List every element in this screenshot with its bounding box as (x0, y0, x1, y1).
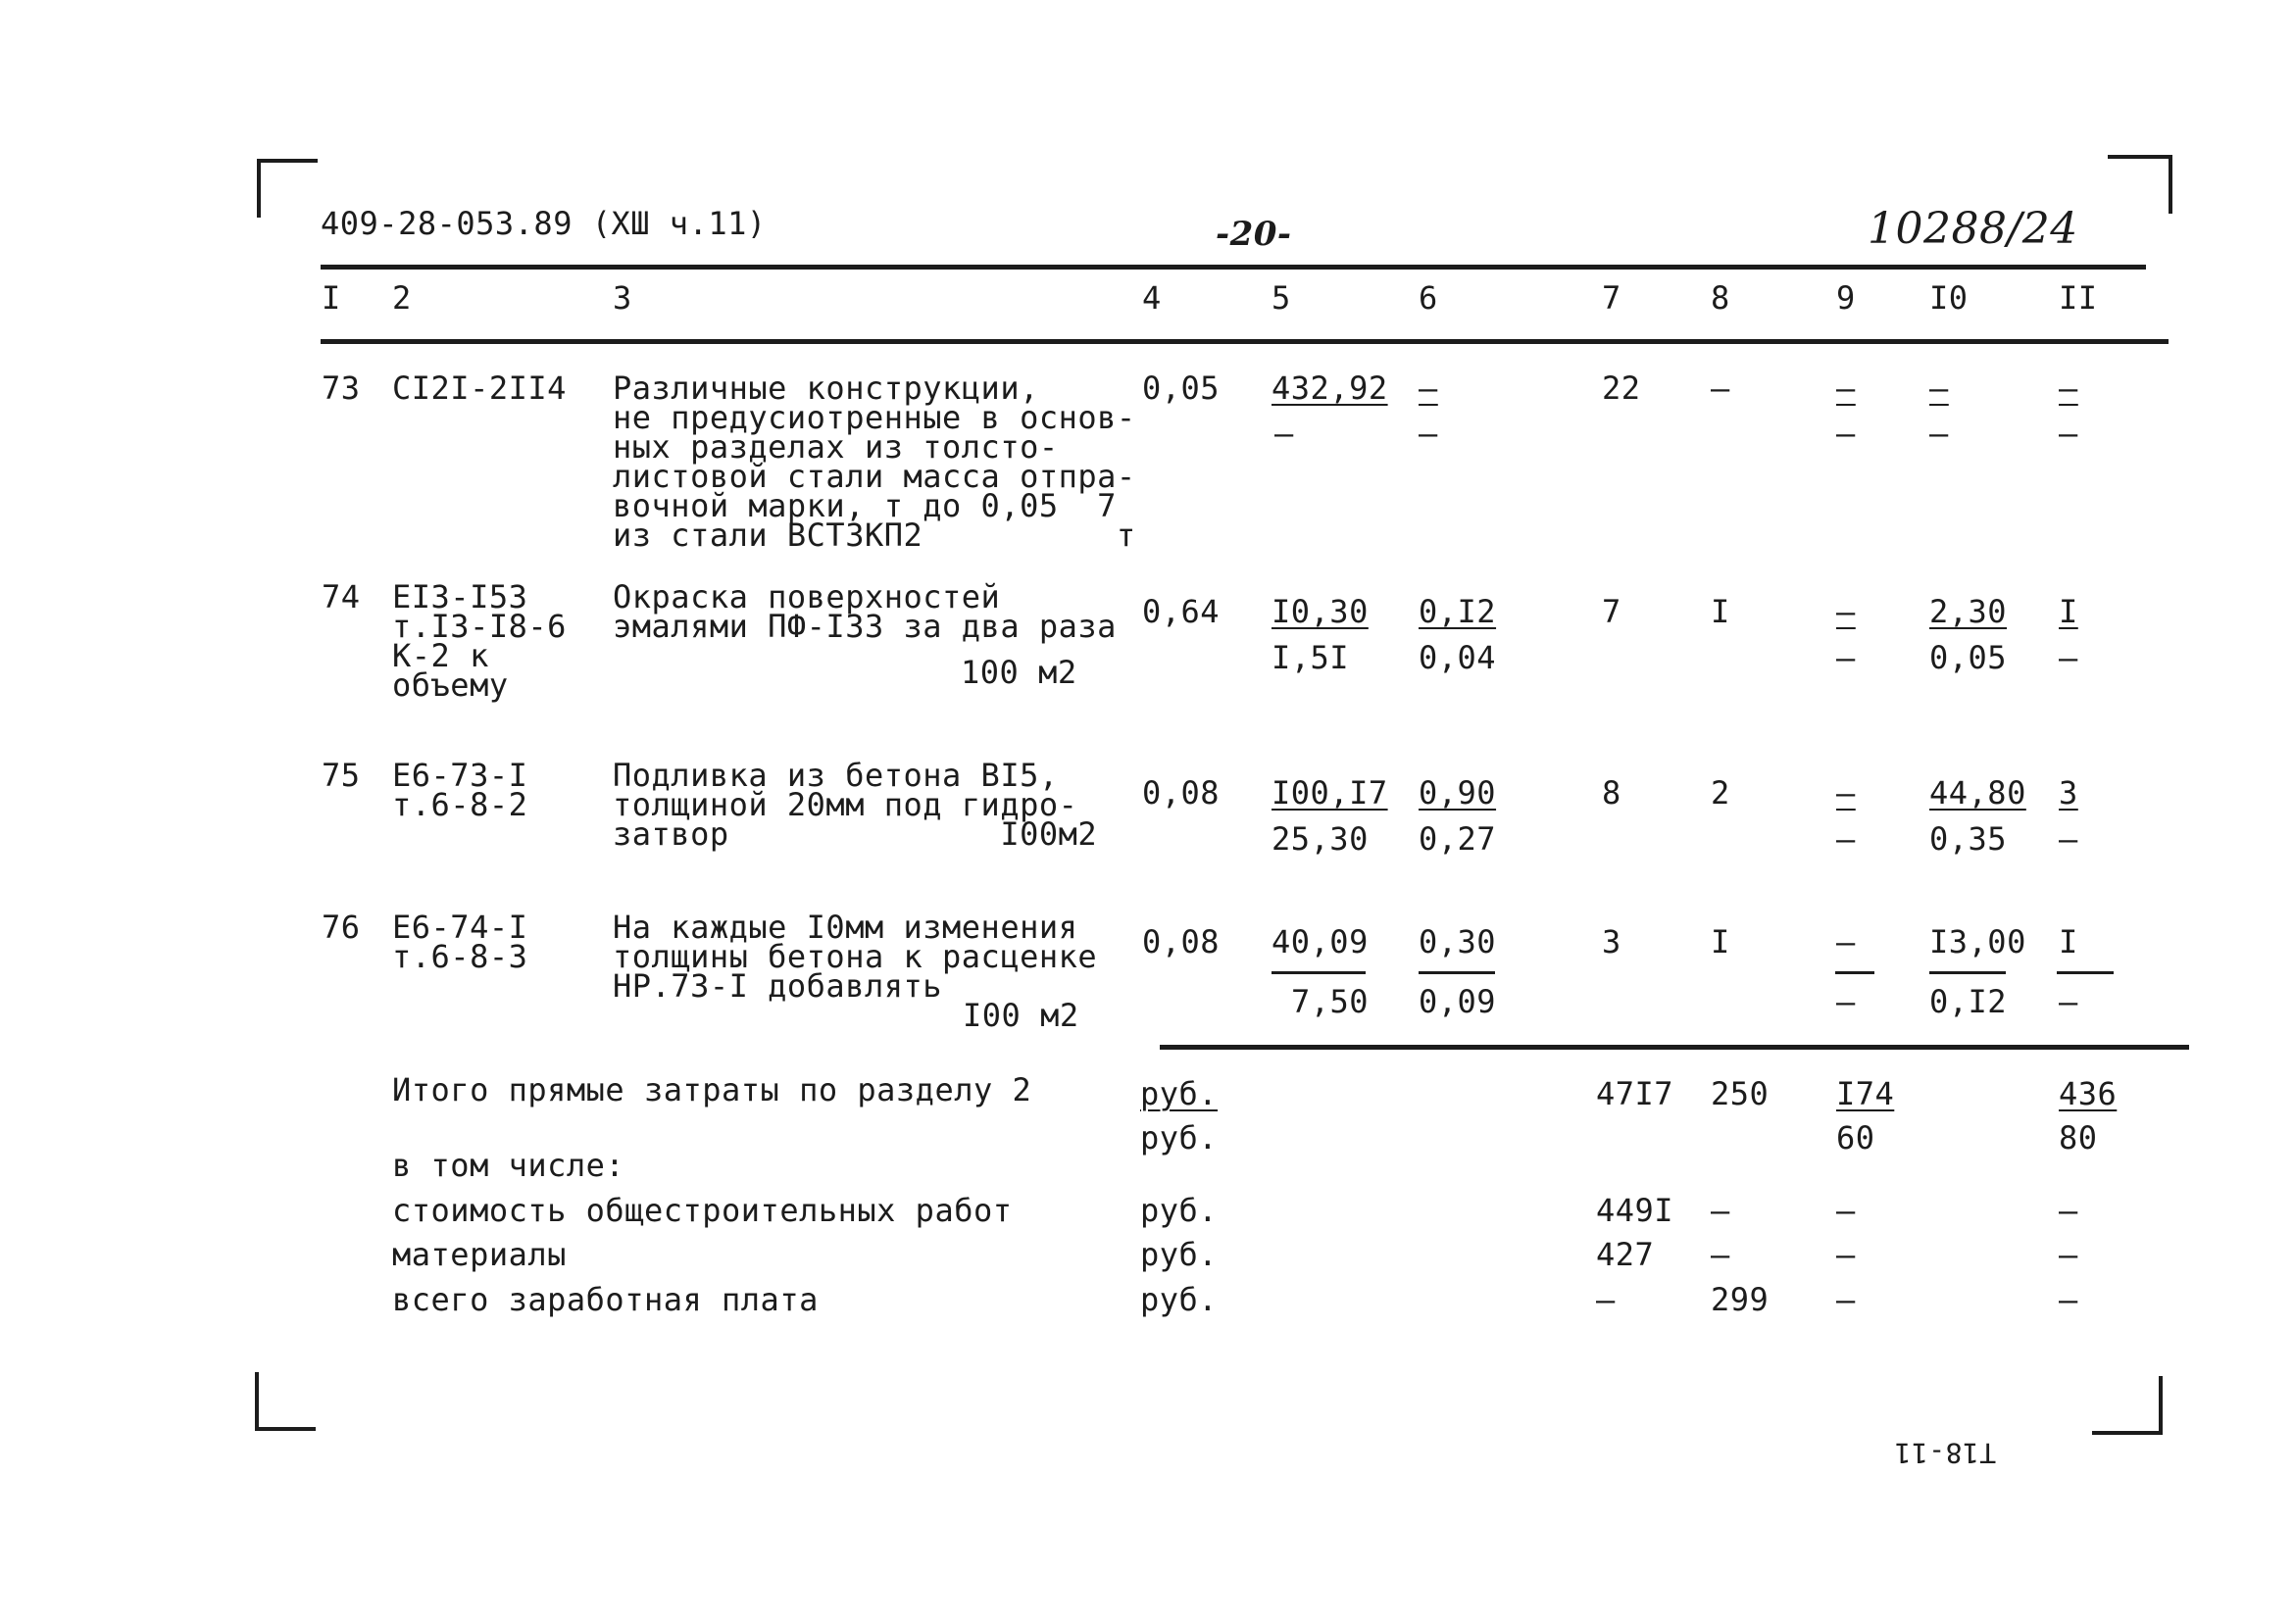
rate-code: EI3-I53 (392, 578, 528, 615)
cost-col10-bottom: 0,35 (1929, 820, 2008, 858)
cost-col6-top: 0,90 (1419, 774, 1497, 812)
cost-col6-bottom: – (1419, 415, 1438, 452)
cost-col10-top: 44,80 (1929, 774, 2026, 812)
page-number: -20- (1216, 215, 1292, 254)
cost-col6-top: 0,30 (1419, 923, 1497, 960)
rate-code: CI2I-2II4 (392, 369, 567, 407)
including-label: в том числе: (392, 1147, 625, 1184)
cost-col11-bottom: – (2059, 415, 2078, 452)
column-number: 7 (1602, 279, 1621, 317)
description-line: HP.73-I добавлять (613, 967, 943, 1005)
corner-mark-top-left (257, 159, 318, 218)
description-line: не предусиотренные в основ- (613, 399, 1136, 436)
cost-col6-top: – (1419, 369, 1438, 407)
cost-col9-bottom: – (1836, 415, 1856, 452)
quantity: 0,08 (1142, 774, 1221, 812)
cost-col9-bottom: – (1836, 983, 1856, 1020)
totals-col11-top: 436 (2059, 1075, 2118, 1112)
description-line: эмалями ПФ-I33 за два раза (613, 608, 1117, 645)
breakdown-col8: – (1711, 1236, 1730, 1273)
breakdown-col8: – (1711, 1192, 1730, 1229)
column-number: 5 (1272, 279, 1291, 317)
totals-col9-bottom: 60 (1836, 1119, 1875, 1156)
cost-col11-bottom: – (2059, 639, 2078, 676)
cost-col5-bottom: 7,50 (1291, 983, 1370, 1020)
description-line: толщиной 20мм под гидро- (613, 786, 1078, 823)
cost-col6-bottom: 0,27 (1419, 820, 1497, 858)
cost-col6-bottom: 0,04 (1419, 639, 1497, 676)
row-number: 74 (322, 578, 361, 615)
column-number: 4 (1142, 279, 1162, 317)
rate-code: т.I3-I8-6 (392, 608, 567, 645)
fraction-bar (1929, 971, 2006, 974)
rate-code: т.6-8-2 (392, 786, 528, 823)
cost-col10-bottom: – (1929, 415, 1949, 452)
header-rule-bottom (321, 339, 2169, 344)
description-line: из стали ВСТ3КП2 т (613, 517, 1136, 554)
column-number: I0 (1929, 279, 1969, 317)
breakdown-label: всего заработная плата (392, 1281, 819, 1318)
description-unit: 100 м2 (961, 654, 1077, 691)
breakdown-label: материалы (392, 1236, 567, 1273)
cost-col10-bottom: 0,I2 (1929, 983, 2008, 1020)
description-line: толщины бетона к расценке (613, 938, 1098, 975)
breakdown-label: стоимость общестроительных работ (392, 1192, 1013, 1229)
totals-col7: 47I7 (1596, 1075, 1674, 1112)
cost-col7: 3 (1602, 923, 1621, 960)
cost-col5-top: I00,I7 (1272, 774, 1388, 812)
cost-col5-top: 40,09 (1272, 923, 1369, 960)
breakdown-col7: 449I (1596, 1192, 1674, 1229)
breakdown-col9: – (1836, 1192, 1856, 1229)
description-unit: I00 м2 (963, 997, 1079, 1034)
rate-code: объему (392, 666, 509, 704)
quantity: 0,08 (1142, 923, 1221, 960)
description-line: На каждые I0мм изменения (613, 909, 1078, 946)
column-number: 2 (392, 279, 412, 317)
description-line: Окраска поверхностей (613, 578, 1001, 615)
rate-code: E6-73-I (392, 757, 528, 794)
corner-mark-top-right (2108, 155, 2172, 214)
breakdown-col8: 299 (1711, 1281, 1770, 1318)
cost-col6-bottom: 0,09 (1419, 983, 1497, 1020)
rate-code: E6-74-I (392, 909, 528, 946)
breakdown-unit: руб. (1140, 1236, 1219, 1273)
row-number: 76 (322, 909, 361, 946)
cost-col9-bottom: – (1836, 639, 1856, 676)
fraction-bar (1835, 971, 1874, 974)
breakdown-col9: – (1836, 1236, 1856, 1273)
description-line: вочной марки, т до 0,05 7 (613, 487, 1117, 524)
totals-unit-second: руб. (1140, 1119, 1219, 1156)
cost-col11-bottom: – (2059, 983, 2078, 1020)
cost-col8: I (1711, 593, 1730, 630)
breakdown-col11: – (2059, 1192, 2078, 1229)
totals-unit: руб. (1140, 1075, 1219, 1112)
cost-col5-bottom: I,5I (1272, 639, 1350, 676)
breakdown-col7: – (1596, 1281, 1616, 1318)
quantity: 0,64 (1142, 593, 1221, 630)
column-number: 6 (1419, 279, 1438, 317)
description-line: листовой стали масса отпра- (613, 458, 1136, 495)
totals-col11-bottom: 80 (2059, 1119, 2098, 1156)
description-line: ных разделах из толсто- (613, 428, 1059, 466)
totals-rule (1160, 1045, 2189, 1050)
column-number: I (322, 279, 341, 317)
cost-col10-top: 2,30 (1929, 593, 2008, 630)
row-number: 73 (322, 369, 361, 407)
quantity: 0,05 (1142, 369, 1221, 407)
cost-col8: I (1711, 923, 1730, 960)
corner-mark-bottom-right (2092, 1376, 2163, 1435)
column-number: 3 (613, 279, 632, 317)
column-number: II (2059, 279, 2098, 317)
cost-col11-top: I (2059, 923, 2078, 960)
cost-col5-bottom: – (1274, 415, 1294, 452)
breakdown-col11: – (2059, 1281, 2078, 1318)
cost-col10-top: I3,00 (1929, 923, 2026, 960)
column-number: 8 (1711, 279, 1730, 317)
corner-mark-bottom-left (255, 1372, 316, 1431)
cost-col9-top: – (1836, 923, 1856, 960)
description-line: Подливка из бетона BI5, (613, 757, 1059, 794)
rate-code: К-2 к (392, 637, 489, 674)
footer-stamp-text: T18-11 (1894, 1437, 1997, 1469)
breakdown-col11: – (2059, 1236, 2078, 1273)
document-code: 409-28-053.89 (XШ ч.11) (321, 205, 767, 242)
cost-col7: 7 (1602, 593, 1621, 630)
breakdown-unit: руб. (1140, 1281, 1219, 1318)
description-line: затвор I00м2 (613, 815, 1098, 853)
totals-col9-top: I74 (1836, 1075, 1895, 1112)
cost-col8: – (1711, 369, 1730, 407)
cost-col7: 8 (1602, 774, 1621, 812)
rate-code: т.6-8-3 (392, 938, 528, 975)
cost-col9-top: – (1836, 593, 1856, 630)
cost-col11-top: I (2059, 593, 2078, 630)
description-line: Различные конструкции, (613, 369, 1039, 407)
fraction-bar (1272, 971, 1366, 974)
header-rule-top (321, 265, 2146, 270)
breakdown-unit: руб. (1140, 1192, 1219, 1229)
cost-col7: 22 (1602, 369, 1641, 407)
cost-col8: 2 (1711, 774, 1730, 812)
archive-number: 10288/24 (1868, 204, 2078, 254)
breakdown-col9: – (1836, 1281, 1856, 1318)
cost-col5-bottom: 25,30 (1272, 820, 1369, 858)
cost-col11-bottom: – (2059, 820, 2078, 858)
fraction-bar (2057, 971, 2114, 974)
totals-label: Итого прямые затраты по разделу 2 (392, 1071, 1032, 1108)
cost-col11-top: 3 (2059, 774, 2078, 812)
cost-col10-bottom: 0,05 (1929, 639, 2008, 676)
row-number: 75 (322, 757, 361, 794)
totals-col8: 250 (1711, 1075, 1770, 1112)
column-number: 9 (1836, 279, 1856, 317)
breakdown-col7: 427 (1596, 1236, 1655, 1273)
cost-col6-top: 0,I2 (1419, 593, 1497, 630)
cost-col5-top: 432,92 (1272, 369, 1388, 407)
cost-col11-top: – (2059, 369, 2078, 407)
cost-col10-top: – (1929, 369, 1949, 407)
cost-col9-bottom: – (1836, 820, 1856, 858)
cost-col5-top: I0,30 (1272, 593, 1369, 630)
footer-stamp (1894, 1439, 2030, 1494)
cost-col9-top: – (1836, 774, 1856, 812)
fraction-bar (1419, 971, 1495, 974)
cost-col9-top: – (1836, 369, 1856, 407)
